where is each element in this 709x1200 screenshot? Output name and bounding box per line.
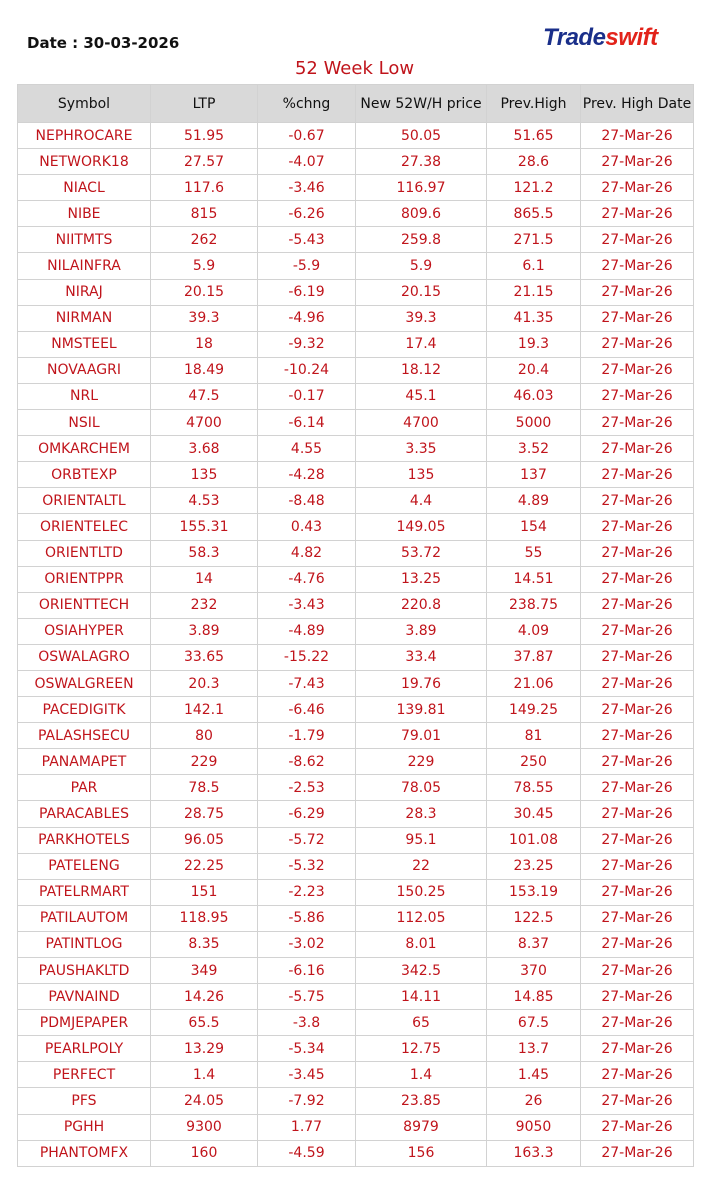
ltp-cell: 3.89 (151, 618, 258, 644)
prev-high-date-cell: 27-Mar-26 (581, 253, 694, 279)
new-price-cell: 45.1 (356, 383, 487, 409)
table-row (18, 514, 694, 540)
change-cell: -6.26 (258, 201, 356, 227)
prev-high-date-cell: 27-Mar-26 (581, 801, 694, 827)
symbol-cell: PDMJEPAPER (18, 1010, 151, 1036)
prev-high-date-cell: 27-Mar-26 (581, 958, 694, 984)
change-cell: -5.75 (258, 984, 356, 1010)
prev-high-date-cell: 27-Mar-26 (581, 670, 694, 696)
change-cell: -6.14 (258, 410, 356, 436)
table-row (18, 958, 694, 984)
prev-high-cell: 163.3 (487, 1140, 581, 1166)
table-row (18, 227, 694, 253)
symbol-cell: PFS (18, 1088, 151, 1114)
ltp-cell: 18.49 (151, 357, 258, 383)
new-price-cell: 50.05 (356, 123, 487, 149)
table-row (18, 305, 694, 331)
table-row (18, 592, 694, 618)
symbol-cell: PAR (18, 775, 151, 801)
header-row (18, 85, 694, 123)
change-cell: -5.72 (258, 827, 356, 853)
prev-high-date-cell: 27-Mar-26 (581, 905, 694, 931)
prev-high-cell: 137 (487, 462, 581, 488)
table-row (18, 331, 694, 357)
table-row (18, 827, 694, 853)
change-cell: -3.45 (258, 1062, 356, 1088)
change-cell: -4.76 (258, 566, 356, 592)
table-header (18, 85, 694, 123)
ltp-cell: 349 (151, 958, 258, 984)
ltp-cell: 51.95 (151, 123, 258, 149)
new-price-cell: 18.12 (356, 357, 487, 383)
new-price-cell: 112.05 (356, 905, 487, 931)
prev-high-date-cell: 27-Mar-26 (581, 279, 694, 305)
prev-high-cell: 154 (487, 514, 581, 540)
prev-high-date-cell: 27-Mar-26 (581, 123, 694, 149)
new-price-cell: 149.05 (356, 514, 487, 540)
prev-high-date-cell: 27-Mar-26 (581, 592, 694, 618)
change-cell: 4.55 (258, 436, 356, 462)
table-row (18, 540, 694, 566)
logo-part-trade: Trade (543, 24, 606, 51)
prev-high-date-cell: 27-Mar-26 (581, 149, 694, 175)
symbol-cell: ORIENTTECH (18, 592, 151, 618)
new-price-cell: 809.6 (356, 201, 487, 227)
symbol-cell: PEARLPOLY (18, 1036, 151, 1062)
ltp-cell: 27.57 (151, 149, 258, 175)
new-price-cell: 65 (356, 1010, 487, 1036)
change-cell: -15.22 (258, 644, 356, 670)
prev-high-date-cell: 27-Mar-26 (581, 488, 694, 514)
symbol-cell: PANAMAPET (18, 749, 151, 775)
ltp-cell: 4.53 (151, 488, 258, 514)
column-header-change: %chng (258, 85, 356, 123)
ltp-cell: 117.6 (151, 175, 258, 201)
change-cell: -10.24 (258, 357, 356, 383)
prev-high-cell: 153.19 (487, 879, 581, 905)
prev-high-cell: 78.55 (487, 775, 581, 801)
prev-high-date-cell: 27-Mar-26 (581, 1088, 694, 1114)
table-row (18, 1114, 694, 1140)
table-row (18, 723, 694, 749)
prev-high-date-cell: 27-Mar-26 (581, 305, 694, 331)
symbol-cell: NMSTEEL (18, 331, 151, 357)
new-price-cell: 14.11 (356, 984, 487, 1010)
change-cell: -3.8 (258, 1010, 356, 1036)
prev-high-date-cell: 27-Mar-26 (581, 931, 694, 957)
change-cell: -6.16 (258, 958, 356, 984)
ltp-cell: 229 (151, 749, 258, 775)
prev-high-cell: 23.25 (487, 853, 581, 879)
prev-high-date-cell: 27-Mar-26 (581, 540, 694, 566)
new-price-cell: 8979 (356, 1114, 487, 1140)
prev-high-cell: 121.2 (487, 175, 581, 201)
prev-high-cell: 5000 (487, 410, 581, 436)
new-price-cell: 5.9 (356, 253, 487, 279)
change-cell: -1.79 (258, 723, 356, 749)
prev-high-date-cell: 27-Mar-26 (581, 175, 694, 201)
prev-high-cell: 4.09 (487, 618, 581, 644)
table-row (18, 618, 694, 644)
symbol-cell: ORIENTPPR (18, 566, 151, 592)
change-cell: -3.02 (258, 931, 356, 957)
change-cell: -6.19 (258, 279, 356, 305)
change-cell: -2.53 (258, 775, 356, 801)
symbol-cell: PGHH (18, 1114, 151, 1140)
prev-high-cell: 4.89 (487, 488, 581, 514)
new-price-cell: 229 (356, 749, 487, 775)
prev-high-cell: 67.5 (487, 1010, 581, 1036)
change-cell: -6.29 (258, 801, 356, 827)
table-row (18, 488, 694, 514)
symbol-cell: PERFECT (18, 1062, 151, 1088)
table-row (18, 1036, 694, 1062)
column-header-symbol: Symbol (18, 85, 151, 123)
new-price-cell: 20.15 (356, 279, 487, 305)
symbol-cell: NOVAAGRI (18, 357, 151, 383)
symbol-cell: NIACL (18, 175, 151, 201)
symbol-cell: PATILAUTOM (18, 905, 151, 931)
symbol-cell: PATELRMART (18, 879, 151, 905)
table-row (18, 1010, 694, 1036)
symbol-cell: NRL (18, 383, 151, 409)
change-cell: 0.43 (258, 514, 356, 540)
ltp-cell: 39.3 (151, 305, 258, 331)
prev-high-cell: 55 (487, 540, 581, 566)
prev-high-date-cell: 27-Mar-26 (581, 1036, 694, 1062)
prev-high-cell: 21.15 (487, 279, 581, 305)
ltp-cell: 13.29 (151, 1036, 258, 1062)
table-row (18, 984, 694, 1010)
new-price-cell: 28.3 (356, 801, 487, 827)
logo-part-swift: swift (605, 24, 658, 51)
symbol-cell: PALASHSECU (18, 723, 151, 749)
ltp-cell: 3.68 (151, 436, 258, 462)
table-row (18, 279, 694, 305)
new-price-cell: 4.4 (356, 488, 487, 514)
ltp-cell: 8.35 (151, 931, 258, 957)
ltp-cell: 118.95 (151, 905, 258, 931)
prev-high-cell: 37.87 (487, 644, 581, 670)
new-price-cell: 39.3 (356, 305, 487, 331)
symbol-cell: NIITMTS (18, 227, 151, 253)
column-header-ltp: LTP (151, 85, 258, 123)
new-price-cell: 116.97 (356, 175, 487, 201)
table-row (18, 1140, 694, 1166)
change-cell: -6.46 (258, 697, 356, 723)
ltp-cell: 24.05 (151, 1088, 258, 1114)
prev-high-cell: 81 (487, 723, 581, 749)
new-price-cell: 1.4 (356, 1062, 487, 1088)
change-cell: -3.43 (258, 592, 356, 618)
column-header-prev-high-date: Prev. High Date (581, 85, 694, 123)
prev-high-date-cell: 27-Mar-26 (581, 357, 694, 383)
symbol-cell: NILAINFRA (18, 253, 151, 279)
ltp-cell: 65.5 (151, 1010, 258, 1036)
ltp-cell: 155.31 (151, 514, 258, 540)
prev-high-date-cell: 27-Mar-26 (581, 1062, 694, 1088)
ltp-cell: 5.9 (151, 253, 258, 279)
change-cell: -4.59 (258, 1140, 356, 1166)
change-cell: -8.48 (258, 488, 356, 514)
new-price-cell: 23.85 (356, 1088, 487, 1114)
change-cell: -5.34 (258, 1036, 356, 1062)
change-cell: -3.46 (258, 175, 356, 201)
ltp-cell: 14.26 (151, 984, 258, 1010)
prev-high-cell: 41.35 (487, 305, 581, 331)
prev-high-date-cell: 27-Mar-26 (581, 514, 694, 540)
new-price-cell: 135 (356, 462, 487, 488)
ltp-cell: 58.3 (151, 540, 258, 566)
symbol-cell: ORBTEXP (18, 462, 151, 488)
symbol-cell: ORIENTELEC (18, 514, 151, 540)
table-row (18, 383, 694, 409)
new-price-cell: 220.8 (356, 592, 487, 618)
change-cell: -9.32 (258, 331, 356, 357)
prev-high-cell: 370 (487, 958, 581, 984)
prev-high-cell: 6.1 (487, 253, 581, 279)
prev-high-cell: 51.65 (487, 123, 581, 149)
new-price-cell: 12.75 (356, 1036, 487, 1062)
symbol-cell: NIRAJ (18, 279, 151, 305)
new-price-cell: 78.05 (356, 775, 487, 801)
table-row (18, 566, 694, 592)
week-low-table (17, 84, 694, 1167)
prev-high-cell: 8.37 (487, 931, 581, 957)
prev-high-cell: 1.45 (487, 1062, 581, 1088)
change-cell: -7.92 (258, 1088, 356, 1114)
new-price-cell: 13.25 (356, 566, 487, 592)
prev-high-cell: 46.03 (487, 383, 581, 409)
prev-high-cell: 122.5 (487, 905, 581, 931)
change-cell: -8.62 (258, 749, 356, 775)
ltp-cell: 151 (151, 879, 258, 905)
prev-high-cell: 26 (487, 1088, 581, 1114)
table-row (18, 670, 694, 696)
table-row (18, 462, 694, 488)
change-cell: -2.23 (258, 879, 356, 905)
ltp-cell: 262 (151, 227, 258, 253)
change-cell: -4.89 (258, 618, 356, 644)
prev-high-cell: 21.06 (487, 670, 581, 696)
symbol-cell: PARKHOTELS (18, 827, 151, 853)
change-cell: -7.43 (258, 670, 356, 696)
column-header-new-price: New 52W/H price (356, 85, 487, 123)
new-price-cell: 17.4 (356, 331, 487, 357)
prev-high-date-cell: 27-Mar-26 (581, 566, 694, 592)
ltp-cell: 14 (151, 566, 258, 592)
new-price-cell: 4700 (356, 410, 487, 436)
symbol-cell: OSWALAGRO (18, 644, 151, 670)
ltp-cell: 47.5 (151, 383, 258, 409)
symbol-cell: ORIENTALTL (18, 488, 151, 514)
change-cell: -4.96 (258, 305, 356, 331)
symbol-cell: NEPHROCARE (18, 123, 151, 149)
ltp-cell: 80 (151, 723, 258, 749)
prev-high-date-cell: 27-Mar-26 (581, 879, 694, 905)
change-cell: -0.17 (258, 383, 356, 409)
table-row (18, 931, 694, 957)
prev-high-cell: 9050 (487, 1114, 581, 1140)
prev-high-date-cell: 27-Mar-26 (581, 697, 694, 723)
table-row (18, 697, 694, 723)
symbol-cell: PARACABLES (18, 801, 151, 827)
prev-high-cell: 13.7 (487, 1036, 581, 1062)
tradeswift-logo (543, 24, 658, 52)
table-row (18, 775, 694, 801)
report-title: 52 Week Low (294, 58, 415, 79)
change-cell: -4.07 (258, 149, 356, 175)
prev-high-cell: 20.4 (487, 357, 581, 383)
symbol-cell: NIBE (18, 201, 151, 227)
symbol-cell: PAVNAIND (18, 984, 151, 1010)
prev-high-cell: 3.52 (487, 436, 581, 462)
table-row (18, 123, 694, 149)
prev-high-date-cell: 27-Mar-26 (581, 644, 694, 670)
table-row (18, 905, 694, 931)
prev-high-cell: 250 (487, 749, 581, 775)
new-price-cell: 156 (356, 1140, 487, 1166)
new-price-cell: 27.38 (356, 149, 487, 175)
change-cell: -5.86 (258, 905, 356, 931)
report-date: Date : 30-03-2026 (27, 34, 180, 52)
symbol-cell: PHANTOMFX (18, 1140, 151, 1166)
prev-high-date-cell: 27-Mar-26 (581, 462, 694, 488)
ltp-cell: 20.3 (151, 670, 258, 696)
new-price-cell: 53.72 (356, 540, 487, 566)
ltp-cell: 815 (151, 201, 258, 227)
ltp-cell: 28.75 (151, 801, 258, 827)
table-row (18, 1062, 694, 1088)
table-row (18, 149, 694, 175)
table-row (18, 253, 694, 279)
table-row (18, 853, 694, 879)
prev-high-date-cell: 27-Mar-26 (581, 827, 694, 853)
change-cell: -5.9 (258, 253, 356, 279)
prev-high-date-cell: 27-Mar-26 (581, 723, 694, 749)
new-price-cell: 8.01 (356, 931, 487, 957)
ltp-cell: 20.15 (151, 279, 258, 305)
column-header-prev-high: Prev.High (487, 85, 581, 123)
symbol-cell: OMKARCHEM (18, 436, 151, 462)
symbol-cell: OSIAHYPER (18, 618, 151, 644)
new-price-cell: 259.8 (356, 227, 487, 253)
prev-high-date-cell: 27-Mar-26 (581, 775, 694, 801)
prev-high-cell: 30.45 (487, 801, 581, 827)
prev-high-date-cell: 27-Mar-26 (581, 436, 694, 462)
table-body (18, 123, 694, 1167)
change-cell: -5.43 (258, 227, 356, 253)
ltp-cell: 4700 (151, 410, 258, 436)
ltp-cell: 1.4 (151, 1062, 258, 1088)
symbol-cell: NSIL (18, 410, 151, 436)
table-row (18, 644, 694, 670)
ltp-cell: 78.5 (151, 775, 258, 801)
symbol-cell: NIRMAN (18, 305, 151, 331)
table-row (18, 357, 694, 383)
new-price-cell: 342.5 (356, 958, 487, 984)
new-price-cell: 19.76 (356, 670, 487, 696)
new-price-cell: 22 (356, 853, 487, 879)
prev-high-cell: 865.5 (487, 201, 581, 227)
prev-high-cell: 19.3 (487, 331, 581, 357)
ltp-cell: 18 (151, 331, 258, 357)
ltp-cell: 135 (151, 462, 258, 488)
prev-high-date-cell: 27-Mar-26 (581, 227, 694, 253)
prev-high-date-cell: 27-Mar-26 (581, 984, 694, 1010)
ltp-cell: 142.1 (151, 697, 258, 723)
prev-high-cell: 14.85 (487, 984, 581, 1010)
prev-high-date-cell: 27-Mar-26 (581, 331, 694, 357)
ltp-cell: 96.05 (151, 827, 258, 853)
new-price-cell: 3.89 (356, 618, 487, 644)
change-cell: -0.67 (258, 123, 356, 149)
table-row (18, 436, 694, 462)
change-cell: 1.77 (258, 1114, 356, 1140)
symbol-cell: OSWALGREEN (18, 670, 151, 696)
new-price-cell: 150.25 (356, 879, 487, 905)
prev-high-cell: 271.5 (487, 227, 581, 253)
new-price-cell: 139.81 (356, 697, 487, 723)
table-row (18, 410, 694, 436)
ltp-cell: 9300 (151, 1114, 258, 1140)
prev-high-date-cell: 27-Mar-26 (581, 618, 694, 644)
prev-high-date-cell: 27-Mar-26 (581, 853, 694, 879)
prev-high-date-cell: 27-Mar-26 (581, 1114, 694, 1140)
change-cell: -4.28 (258, 462, 356, 488)
table-row (18, 801, 694, 827)
prev-high-cell: 14.51 (487, 566, 581, 592)
new-price-cell: 3.35 (356, 436, 487, 462)
symbol-cell: ORIENTLTD (18, 540, 151, 566)
symbol-cell: PATINTLOG (18, 931, 151, 957)
new-price-cell: 95.1 (356, 827, 487, 853)
prev-high-date-cell: 27-Mar-26 (581, 749, 694, 775)
table-row (18, 175, 694, 201)
ltp-cell: 33.65 (151, 644, 258, 670)
ltp-cell: 232 (151, 592, 258, 618)
change-cell: -5.32 (258, 853, 356, 879)
prev-high-cell: 101.08 (487, 827, 581, 853)
table-row (18, 201, 694, 227)
prev-high-date-cell: 27-Mar-26 (581, 410, 694, 436)
prev-high-cell: 238.75 (487, 592, 581, 618)
prev-high-cell: 28.6 (487, 149, 581, 175)
table-row (18, 749, 694, 775)
new-price-cell: 79.01 (356, 723, 487, 749)
prev-high-date-cell: 27-Mar-26 (581, 1010, 694, 1036)
symbol-cell: PAUSHAKLTD (18, 958, 151, 984)
table-row (18, 1088, 694, 1114)
symbol-cell: NETWORK18 (18, 149, 151, 175)
prev-high-date-cell: 27-Mar-26 (581, 383, 694, 409)
change-cell: 4.82 (258, 540, 356, 566)
prev-high-date-cell: 27-Mar-26 (581, 1140, 694, 1166)
symbol-cell: PATELENG (18, 853, 151, 879)
symbol-cell: PACEDIGITK (18, 697, 151, 723)
ltp-cell: 160 (151, 1140, 258, 1166)
new-price-cell: 33.4 (356, 644, 487, 670)
prev-high-date-cell: 27-Mar-26 (581, 201, 694, 227)
ltp-cell: 22.25 (151, 853, 258, 879)
table-row (18, 879, 694, 905)
prev-high-cell: 149.25 (487, 697, 581, 723)
